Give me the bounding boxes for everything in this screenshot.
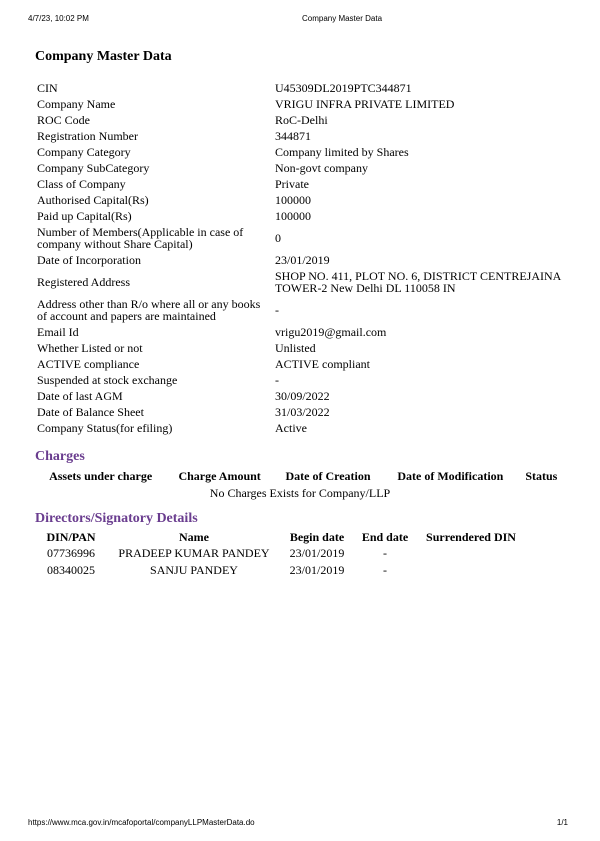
charges-header-row: [35, 467, 565, 485]
field-label: Company Category: [37, 145, 131, 159]
field-value: ACTIVE compliant: [275, 357, 370, 371]
master-row: [35, 252, 565, 268]
field-label: Email Id: [37, 325, 79, 339]
table-row: [35, 562, 525, 579]
field-label: Date of Balance Sheet: [37, 405, 144, 419]
master-row: [35, 356, 565, 372]
charges-empty-row: [35, 485, 565, 501]
field-value: Unlisted: [275, 341, 316, 355]
page-content: [35, 48, 565, 579]
master-row: [35, 340, 565, 356]
director-din: 08340025: [47, 563, 95, 577]
master-row: [35, 128, 565, 144]
print-url: https://www.mca.gov.in/mcafoportal/companyLLPMasterData.do: [28, 818, 255, 827]
charges-col-creation: Date of Creation: [285, 469, 371, 483]
master-row: [35, 96, 565, 112]
field-label: Registered Address: [37, 275, 130, 289]
field-value: U45309DL2019PTC344871: [275, 81, 412, 95]
directors-header-row: [35, 529, 525, 545]
charges-col-status: Status: [525, 469, 558, 483]
table-row: [35, 545, 525, 562]
field-value: 344871: [275, 129, 311, 143]
print-footer: [0, 818, 600, 832]
field-label: Company SubCategory: [37, 161, 150, 175]
field-value: Company limited by Shares: [275, 145, 409, 159]
master-row: [35, 420, 565, 436]
charges-section-title: Charges: [35, 449, 85, 464]
master-row: [35, 388, 565, 404]
field-value: 100000: [275, 209, 311, 223]
print-page-number: 1/1: [556, 818, 568, 827]
charges-col-modification: Date of Modification: [397, 469, 504, 483]
director-din: 07736996: [47, 546, 95, 560]
master-row: [35, 224, 565, 252]
field-value: 100000: [275, 193, 311, 207]
field-label: Company Name: [37, 97, 116, 111]
master-row: [35, 404, 565, 420]
director-end-date: -: [383, 546, 387, 560]
master-row: [35, 80, 565, 96]
field-value: -: [275, 373, 279, 387]
master-row: [35, 208, 565, 224]
field-label: Class of Company: [37, 177, 126, 191]
field-label: ACTIVE compliance: [37, 357, 140, 371]
master-row: [35, 160, 565, 176]
field-label: Suspended at stock exchange: [37, 373, 178, 387]
director-begin-date: 23/01/2019: [289, 563, 345, 577]
field-label: Date of last AGM: [37, 389, 123, 403]
charges-empty-message: No Charges Exists for Company/LLP: [209, 486, 391, 500]
charges-table: [35, 467, 565, 501]
director-end-date: -: [383, 563, 387, 577]
page-title: Company Master Data: [35, 49, 172, 64]
directors-col-begin-date: Begin date: [289, 530, 345, 544]
field-value: 23/01/2019: [275, 253, 330, 267]
field-label: CIN: [37, 81, 58, 95]
master-row: [35, 112, 565, 128]
master-row: [35, 176, 565, 192]
field-value: 0: [275, 231, 281, 245]
director-surrendered-din: [417, 562, 525, 579]
directors-col-name: Name: [179, 530, 209, 544]
print-datetime: 4/7/23, 10:02 PM: [28, 14, 89, 23]
field-label: Company Status(for efiling): [37, 421, 173, 435]
directors-col-din: DIN/PAN: [46, 530, 96, 544]
field-value: -: [275, 303, 279, 317]
print-document-title: Company Master Data: [301, 14, 383, 23]
directors-col-end-date: End date: [361, 530, 409, 544]
field-value: SHOP NO. 411, PLOT NO. 6, DISTRICT CENTREJAINA TOWER-2 New Delhi DL 110058 IN: [275, 269, 561, 295]
field-value: Private: [275, 177, 309, 191]
master-row: [35, 372, 565, 388]
master-row: [35, 144, 565, 160]
director-name: PRADEEP KUMAR PANDEY: [118, 546, 270, 560]
director-surrendered-din: [417, 545, 525, 562]
field-label: ROC Code: [37, 113, 91, 127]
field-value: RoC-Delhi: [275, 113, 328, 127]
field-label: Paid up Capital(Rs): [37, 209, 132, 223]
master-row: [35, 296, 565, 324]
charges-col-assets: Assets under charge: [49, 469, 153, 483]
print-header: [0, 14, 600, 28]
directors-table: [35, 529, 525, 579]
charges-col-amount: Charge Amount: [178, 469, 261, 483]
directors-col-surrendered-din: Surrendered DIN: [426, 530, 516, 544]
director-begin-date: 23/01/2019: [289, 546, 345, 560]
master-row: [35, 268, 565, 296]
field-value: 30/09/2022: [275, 389, 330, 403]
field-value: 31/03/2022: [275, 405, 330, 419]
field-label: Number of Members(Applicable in case of company without Share Capital): [37, 225, 244, 251]
field-label: Whether Listed or not: [37, 341, 143, 355]
master-row: [35, 324, 565, 340]
field-label: Date of Incorporation: [37, 253, 141, 267]
field-value: Non-govt company: [275, 161, 368, 175]
field-value: vrigu2019@gmail.com: [275, 325, 387, 339]
master-row: [35, 192, 565, 208]
director-name: SANJU PANDEY: [150, 563, 238, 577]
company-master-table: [35, 80, 565, 436]
field-value: Active: [275, 421, 307, 435]
field-label: Authorised Capital(Rs): [37, 193, 149, 207]
field-value: VRIGU INFRA PRIVATE LIMITED: [275, 97, 455, 111]
field-label: Registration Number: [37, 129, 138, 143]
field-label: Address other than R/o where all or any books of account and papers are maintained: [37, 297, 261, 323]
directors-section-title: Directors/Signatory Details: [35, 511, 198, 526]
